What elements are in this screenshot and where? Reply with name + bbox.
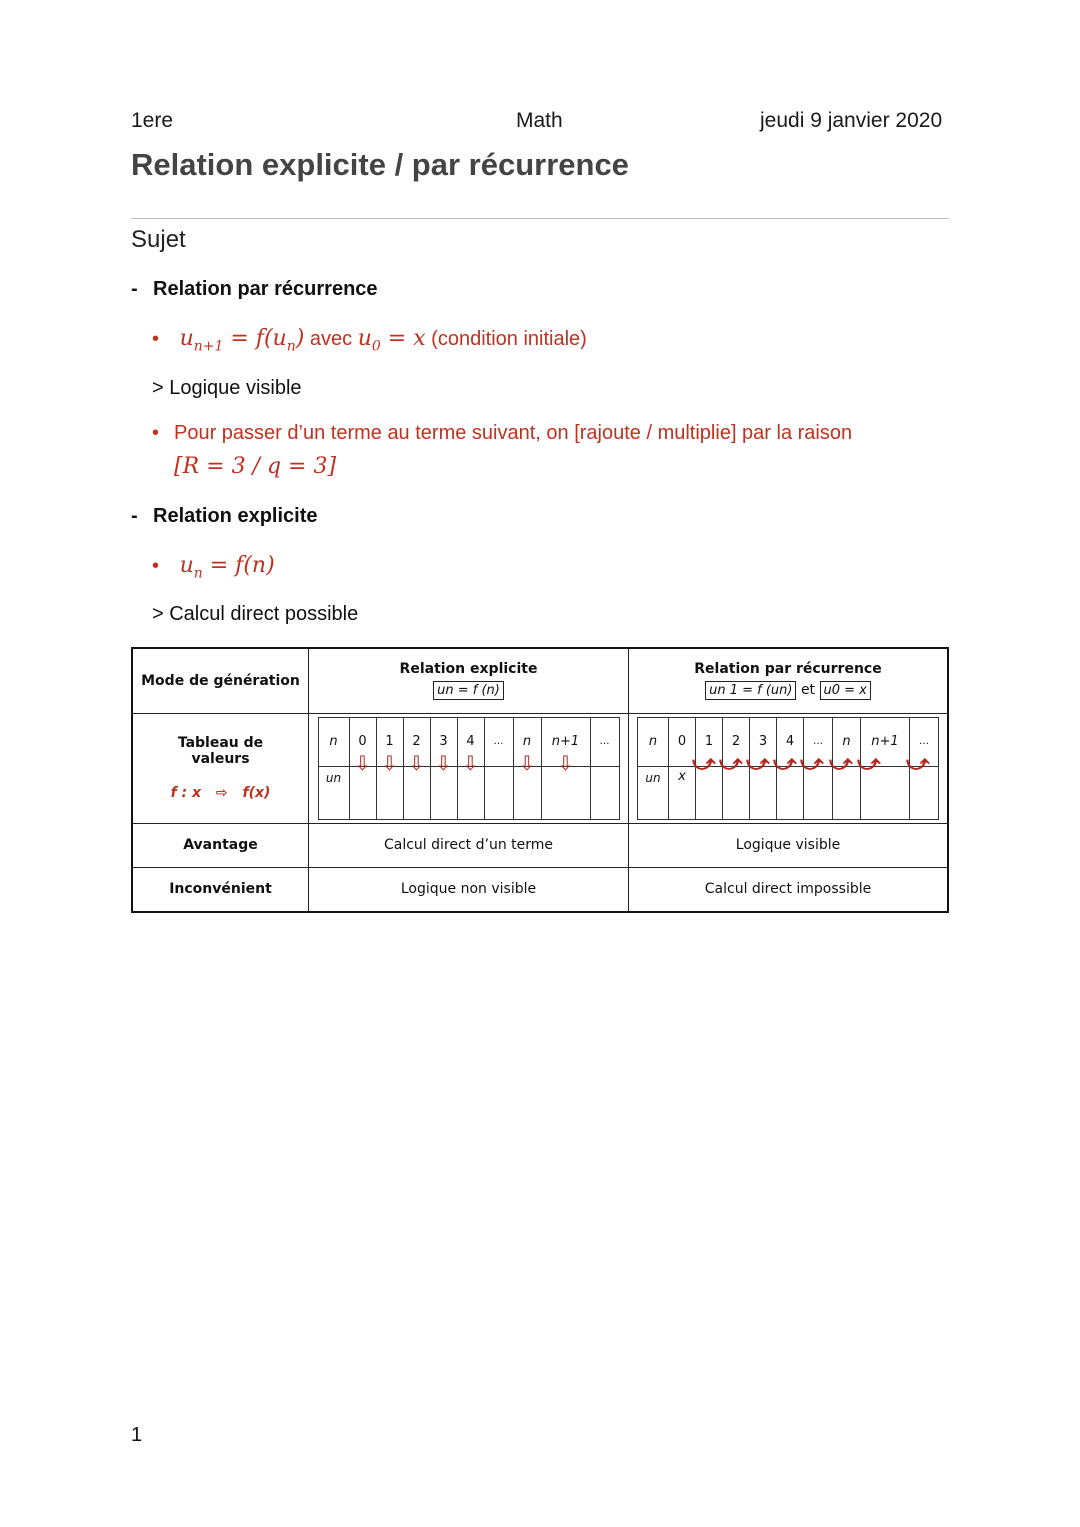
curved-arrow-icon: ⤻ xyxy=(906,750,930,776)
col-header-cell: 0 xyxy=(349,717,376,766)
formula-recurrence: • $u_{n+1} = f(u_n)$ avec $u_0 = x$ (condition initiale) xyxy=(152,326,587,355)
value-cell xyxy=(430,750,457,819)
col-header-cell: 2 xyxy=(723,717,750,766)
col-header-cell: n xyxy=(318,717,349,766)
value-cell xyxy=(457,750,484,819)
col-header-cell: n xyxy=(833,717,861,766)
table-row xyxy=(132,648,948,713)
col-header-cell: 0 xyxy=(669,717,696,766)
arrow-down-icon: ⇩ xyxy=(557,750,574,775)
recurrence-values xyxy=(629,713,949,823)
section-subtitle: Sujet xyxy=(131,226,186,253)
recurrence-header: Relation par récurrence un 1 = f (un) et u0 = x xyxy=(629,648,949,713)
col-header-cell: … xyxy=(590,717,619,766)
curved-arrow-icon: ⤻ xyxy=(773,750,797,776)
col-header-cell: 3 xyxy=(430,717,457,766)
label-mode: Mode de génération xyxy=(132,648,309,713)
label-inconvenient: Inconvénient xyxy=(132,867,309,912)
arrow-down-icon: ⇩ xyxy=(435,750,452,775)
bullet-icon: • xyxy=(152,555,160,577)
curved-arrow-icon: ⤻ xyxy=(800,750,824,776)
curved-arrow-icon: ⤻ xyxy=(692,750,716,776)
curved-arrow-icon: ⤻ xyxy=(746,750,770,776)
value-cell xyxy=(376,750,403,819)
explicit-value-table xyxy=(318,717,620,820)
value-cell: un xyxy=(638,766,669,819)
page-title: Relation explicite / par récurrence xyxy=(131,147,629,182)
col-header-cell: n+1 xyxy=(861,717,910,766)
value-cell xyxy=(349,750,376,819)
value-cell: x xyxy=(669,766,696,819)
bullet-passer-terme: • Pour passer d’un terme au terme suivant, on [rajoute / multiplie] par la raison xyxy=(152,422,853,444)
value-cell xyxy=(513,750,541,819)
label-tableau: Tableau de valeurs f : x ⇨ f(x) xyxy=(132,713,309,823)
explicit-values xyxy=(309,713,629,823)
table-row xyxy=(132,713,948,823)
value-cell: un xyxy=(318,766,349,819)
bullet-icon: • xyxy=(152,422,160,444)
note-logique-visible: > Logique visible xyxy=(152,377,302,399)
col-header-cell: … xyxy=(910,717,939,766)
explicit-avantage: Calcul direct d’un terme xyxy=(309,823,629,867)
value-cell xyxy=(590,766,619,819)
value-cell xyxy=(906,750,939,819)
value-cell xyxy=(484,766,513,819)
explicit-inconvenient: Logique non visible xyxy=(309,867,629,912)
col-header-cell: … xyxy=(484,717,513,766)
col-header-cell: 1 xyxy=(376,717,403,766)
table-row xyxy=(132,823,948,867)
arrow-down-icon: ⇩ xyxy=(381,750,398,775)
recurrence-inconvenient: Calcul direct impossible xyxy=(629,867,949,912)
value-cell xyxy=(403,750,430,819)
header-subject: Math xyxy=(516,109,563,132)
section-heading-explicite: - Relation explicite xyxy=(131,505,318,527)
arrow-down-icon: ⇩ xyxy=(354,750,371,775)
bullet-icon: • xyxy=(152,328,160,350)
col-header-cell: n+1 xyxy=(541,717,590,766)
col-header-cell: 4 xyxy=(457,717,484,766)
recurrence-avantage: Logique visible xyxy=(629,823,949,867)
col-header-cell: n xyxy=(638,717,669,766)
note-calcul-direct: > Calcul direct possible xyxy=(152,603,359,625)
arrow-down-icon: ⇩ xyxy=(408,750,425,775)
raison-values: [R = 3 / q = 3] xyxy=(174,454,337,479)
arrow-down-icon: ⇩ xyxy=(462,750,479,775)
header-date: jeudi 9 janvier 2020 xyxy=(760,109,943,132)
label-avantage: Avantage xyxy=(132,823,309,867)
col-header-cell: 1 xyxy=(696,717,723,766)
col-header-cell: 3 xyxy=(750,717,777,766)
formula-explicite: • $u_n = f(n)$ xyxy=(152,553,275,582)
arrow-right-icon: ⇨ xyxy=(215,785,228,801)
curved-arrow-icon: ⤻ xyxy=(829,750,853,776)
col-header-cell: 2 xyxy=(403,717,430,766)
divider xyxy=(131,218,949,219)
arrow-down-icon: ⇩ xyxy=(518,750,536,775)
col-header-cell: 4 xyxy=(777,717,804,766)
comparison-table xyxy=(131,647,949,913)
col-header-cell: … xyxy=(804,717,833,766)
explicit-header: Relation explicite un = f (n) xyxy=(309,648,629,713)
curved-arrow-icon: ⤻ xyxy=(719,750,743,776)
page-number: 1 xyxy=(131,1424,143,1446)
value-cell xyxy=(541,750,590,819)
header-class: 1ere xyxy=(131,109,174,132)
col-header-cell: n xyxy=(513,717,541,766)
curved-arrow-icon: ⤻ xyxy=(857,750,881,776)
value-cell xyxy=(857,750,910,819)
table-row xyxy=(132,867,948,912)
recurrence-value-table xyxy=(637,717,939,820)
section-heading-recurrence: - Relation par récurrence xyxy=(131,278,378,300)
